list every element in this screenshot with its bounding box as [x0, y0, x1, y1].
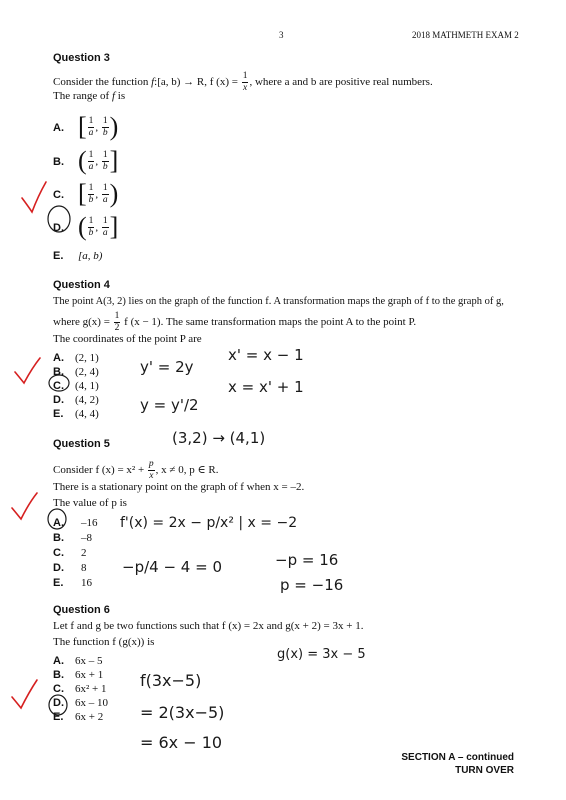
- hw-q6-b: f(3x−5): [140, 671, 202, 690]
- interval-close-bracket: ): [109, 179, 119, 208]
- hw-q6-a: g(x) = 3x − 5: [277, 647, 366, 662]
- q3-tick-mark: [22, 182, 46, 212]
- q5-line1: Consider f (x) = x² + $\frac{p}{x}$ , x ≠ 0, p ∈ R.: [53, 459, 219, 481]
- q6-option[interactable]: [53, 707, 103, 725]
- option-text: –8: [81, 532, 92, 544]
- q6-prompt: The function f (g(x)) is: [53, 636, 155, 648]
- option-label: D.: [53, 221, 64, 234]
- hw-q4-d: x = x' + 1: [228, 378, 304, 396]
- numerator: 1: [102, 115, 108, 126]
- denominator: b: [88, 194, 94, 205]
- hw-q6-d: = 6x − 10: [140, 733, 223, 752]
- option-text: (4, 4): [75, 408, 99, 420]
- hw-q5-b: −p/4 − 4 = 0: [122, 558, 222, 576]
- numerator: 1: [88, 149, 94, 160]
- option-text: 6x² + 1: [75, 683, 107, 695]
- hw-q5-c: −p = 16: [275, 551, 339, 569]
- option-text: 6x + 2: [75, 711, 104, 723]
- q3-stem: Consider the function f:[a, b) → R, f (x) = $\frac{1}{x}$ , where a and b are positive real numbers.: [53, 71, 433, 93]
- interval-close-bracket: ]: [109, 146, 119, 175]
- turn-over: TURN OVER: [455, 765, 514, 776]
- option-text: (2, 1): [75, 352, 99, 364]
- q6-tick-mark: [12, 680, 37, 708]
- q4-tick-mark: [15, 358, 40, 383]
- option-text: 8: [81, 562, 87, 574]
- page-number: 3: [279, 30, 284, 40]
- interval-close-bracket: ): [109, 112, 119, 141]
- option-text: (4, 2): [75, 394, 99, 406]
- option-text: [a, b): [78, 250, 103, 262]
- interval-open-bracket: [: [78, 179, 87, 208]
- q4-option[interactable]: [53, 404, 99, 422]
- option-label: E.: [53, 711, 64, 723]
- exam-title: 2018 MATHMETH EXAM 2: [412, 30, 519, 40]
- option-text: (4, 1): [75, 380, 99, 392]
- hw-q6-c: = 2(3x−5): [140, 703, 225, 722]
- option-label: B.: [53, 155, 64, 168]
- option-text: (2, 4): [75, 366, 99, 378]
- option-label: A.: [53, 517, 64, 529]
- hw-q4-b: x' = x − 1: [228, 346, 304, 364]
- q4-title: Question 4: [53, 279, 110, 291]
- q4-line2: where g(x) = $\frac{1}{2}$ f (x − 1). The same transformation maps the point A to the point P.: [53, 311, 417, 333]
- option-label: C.: [53, 683, 64, 695]
- hw-q4-c: y = y'/2: [140, 396, 199, 414]
- option-label: B.: [53, 366, 64, 378]
- option-label: E.: [53, 577, 64, 589]
- q3-fraction: $\frac{1}{x}$: [242, 71, 248, 93]
- interval-lower-fraction: [88, 183, 95, 206]
- interval-lower-fraction: [88, 116, 95, 139]
- option-label: D.: [53, 697, 64, 709]
- q5-option[interactable]: [53, 573, 92, 591]
- option-label: B.: [53, 669, 64, 681]
- numerator: 1: [88, 215, 94, 226]
- option-text: 16: [81, 577, 92, 589]
- q3-option[interactable]: B. ( $\frac{1}{a}$ , $\frac{1}{b}$ ]: [53, 146, 119, 175]
- q3-option[interactable]: C. [ $\frac{1}{b}$ , $\frac{1}{a}$ ): [53, 179, 119, 208]
- option-label: C.: [53, 547, 64, 559]
- numerator: 1: [88, 182, 94, 193]
- denominator: b: [102, 161, 108, 172]
- q5-line2: There is a stationary point on the graph of f when x = –2.: [53, 481, 305, 493]
- interval-upper-fraction: [102, 216, 109, 239]
- option-label: C.: [53, 380, 64, 392]
- interval-open-bracket: (: [78, 212, 87, 241]
- q5-prompt: The value of p is: [53, 497, 127, 509]
- numerator: 1: [88, 115, 94, 126]
- q5-fraction: $\frac{p}{x}$: [148, 459, 154, 481]
- q6-line1: Let f and g be two functions such that f (x) = 2x and g(x + 2) = 3x + 1.: [53, 620, 364, 632]
- hw-q4-e: (3,2) → (4,1): [172, 429, 266, 447]
- option-label: A.: [53, 352, 64, 364]
- q3-prompt: The range of f is: [53, 90, 126, 102]
- interval-open-bracket: (: [78, 146, 87, 175]
- option-label: B.: [53, 532, 64, 544]
- option-label: E.: [53, 250, 64, 262]
- q4-line1: The point A(3, 2) lies on the graph of the function f. A transformation maps the graph of f to the graph of g,: [53, 296, 504, 307]
- interval-upper-fraction: [102, 183, 109, 206]
- q3-option[interactable]: D. ( $\frac{1}{b}$ , $\frac{1}{a}$ ]: [53, 212, 119, 241]
- q3-option[interactable]: A. [ $\frac{1}{a}$ , $\frac{1}{b}$ ): [53, 112, 119, 141]
- numerator: 1: [102, 149, 108, 160]
- q3-option[interactable]: [53, 246, 102, 264]
- denominator: a: [88, 127, 94, 138]
- denominator: a: [102, 227, 108, 238]
- q5-tick-mark: [12, 493, 37, 519]
- option-label: A.: [53, 121, 64, 134]
- option-text: 2: [81, 547, 87, 559]
- interval-close-bracket: ]: [109, 212, 119, 241]
- hw-q5-a: f'(x) = 2x − p/x² | x = −2: [120, 515, 298, 531]
- interval-upper-fraction: [102, 116, 109, 139]
- interval-lower-fraction: [88, 150, 95, 173]
- option-label: E.: [53, 408, 64, 420]
- q5-title: Question 5: [53, 438, 110, 450]
- denominator: b: [88, 227, 94, 238]
- interval-upper-fraction: [102, 150, 109, 173]
- option-label: D.: [53, 562, 64, 574]
- option-text: 6x – 5: [75, 655, 103, 667]
- section-continued: SECTION A – continued: [401, 752, 514, 763]
- denominator: a: [88, 161, 94, 172]
- hw-q4-a: y' = 2y: [140, 358, 194, 376]
- hw-q5-d: p = −16: [280, 576, 344, 594]
- q3-title: Question 3: [53, 52, 110, 64]
- option-label: C.: [53, 188, 64, 201]
- option-text: –16: [81, 517, 98, 529]
- option-text: 6x – 10: [75, 697, 108, 709]
- numerator: 1: [102, 182, 108, 193]
- option-label: D.: [53, 394, 64, 406]
- numerator: 1: [102, 215, 108, 226]
- q6-title: Question 6: [53, 604, 110, 616]
- interval-lower-fraction: [88, 216, 95, 239]
- q4-prompt: The coordinates of the point P are: [53, 333, 202, 345]
- option-label: A.: [53, 655, 64, 667]
- interval-open-bracket: [: [78, 112, 87, 141]
- option-text: 6x + 1: [75, 669, 104, 681]
- denominator: b: [102, 127, 108, 138]
- denominator: a: [102, 194, 108, 205]
- q4-fraction: $\frac{1}{2}$: [114, 311, 120, 333]
